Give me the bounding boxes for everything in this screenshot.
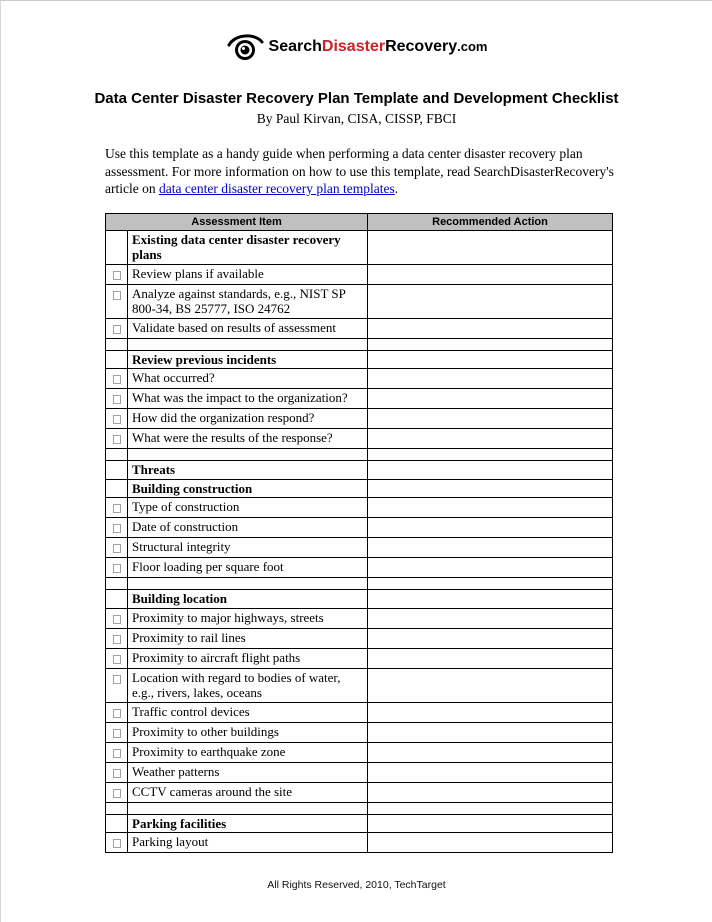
checklist-table-body: [106, 230, 613, 853]
checkbox-cell: [106, 409, 128, 429]
recommended-action-cell: [368, 648, 613, 668]
assessment-item-cell: Structural integrity: [128, 538, 368, 558]
recommended-action-cell: [368, 518, 613, 538]
header-row: [106, 213, 613, 230]
checkbox-cell: [106, 389, 128, 409]
checkbox-cell: [106, 461, 128, 480]
checkbox-icon: [113, 635, 121, 644]
checklist-row: [106, 498, 613, 518]
checklist-table-head: [106, 213, 613, 230]
assessment-item-cell: How did the organization respond?: [128, 409, 368, 429]
recommended-action-cell: [368, 702, 613, 722]
checkbox-cell: [106, 518, 128, 538]
assessment-item-cell: Weather patterns: [128, 762, 368, 782]
assessment-item-cell: Date of construction: [128, 518, 368, 538]
assessment-item-cell: Parking layout: [128, 833, 368, 853]
checkbox-icon: [113, 615, 121, 624]
eye-icon: [226, 32, 264, 62]
recommended-action-cell: [368, 742, 613, 762]
recommended-action-cell: [368, 479, 613, 498]
assessment-item-cell: Proximity to earthquake zone: [128, 742, 368, 762]
checkbox-cell: [106, 230, 128, 264]
checkbox-icon: [113, 749, 121, 758]
recommended-action-cell: [368, 814, 613, 833]
assessment-item-cell: What were the results of the response?: [128, 429, 368, 449]
checklist-row: [106, 702, 613, 722]
checkbox-icon: [113, 435, 121, 444]
assessment-item-header: Assessment Item: [106, 213, 368, 230]
assessment-item-cell: What occurred?: [128, 369, 368, 389]
recommended-action-cell: [368, 833, 613, 853]
spacer-row: [106, 338, 613, 350]
assessment-item-cell: Floor loading per square foot: [128, 558, 368, 578]
checklist-row: [106, 389, 613, 409]
assessment-item-cell: Review plans if available: [128, 264, 368, 284]
checklist-row: [106, 833, 613, 853]
checkbox-cell: [106, 628, 128, 648]
recommended-action-cell: [368, 389, 613, 409]
assessment-item-cell: Traffic control devices: [128, 702, 368, 722]
checklist-row: [106, 284, 613, 318]
checkbox-icon: [113, 325, 121, 334]
section-row: [106, 590, 613, 609]
recommended-action-cell: [368, 461, 613, 480]
recommended-action-cell: [368, 538, 613, 558]
checkbox-cell: [106, 722, 128, 742]
recommended-action-cell: [368, 264, 613, 284]
assessment-item-cell: Building construction: [128, 479, 368, 498]
checkbox-cell: [106, 742, 128, 762]
checkbox-icon: [113, 544, 121, 553]
checkbox-cell: [106, 833, 128, 853]
recommended-action-cell: [368, 558, 613, 578]
article-link[interactable]: data center disaster recovery plan templates: [158, 181, 395, 196]
recommended-action-cell: [368, 762, 613, 782]
assessment-item-cell: Location with regard to bodies of water, e.g., rivers, lakes, oceans: [128, 668, 368, 702]
recommended-action-header: Recommended Action: [368, 213, 613, 230]
checkbox-cell: [106, 814, 128, 833]
checklist-row: [106, 538, 613, 558]
assessment-item-cell: What was the impact to the organization?: [128, 389, 368, 409]
checklist-row: [106, 409, 613, 429]
checklist-row: [106, 782, 613, 802]
checklist-row: [106, 429, 613, 449]
assessment-item-cell: [128, 578, 368, 590]
checkbox-icon: [113, 271, 121, 280]
checkbox-cell: [106, 590, 128, 609]
section-row: [106, 461, 613, 480]
section-row: [106, 230, 613, 264]
checkbox-cell: [106, 558, 128, 578]
spacer-row: [106, 578, 613, 590]
footer-copyright: All Rights Reserved, 2010, TechTarget: [267, 879, 446, 891]
checklist-row: [106, 518, 613, 538]
checklist-row: [106, 264, 613, 284]
checklist-row: [106, 558, 613, 578]
recommended-action-cell: [368, 782, 613, 802]
checkbox-cell: [106, 802, 128, 814]
assessment-item-cell: [128, 338, 368, 350]
checkbox-icon: [113, 839, 121, 848]
logo-recovery-text: Recovery: [385, 38, 458, 55]
checkbox-cell: [106, 782, 128, 802]
assessment-item-cell: Analyze against standards, e.g., NIST SP 800-34, BS 25777, ISO 24762: [128, 284, 368, 318]
checkbox-icon: [113, 524, 121, 533]
checkbox-icon: [113, 375, 121, 384]
checkbox-icon: [113, 291, 121, 300]
assessment-item-cell: [128, 449, 368, 461]
checklist-row: [106, 742, 613, 762]
recommended-action-cell: [368, 578, 613, 590]
intro-text-end: .: [394, 181, 399, 196]
checklist-row: [106, 668, 613, 702]
recommended-action-cell: [368, 369, 613, 389]
checkbox-cell: [106, 264, 128, 284]
page-title: Data Center Disaster Recovery Plan Template and Development Checklist: [94, 90, 619, 107]
checkbox-icon: [113, 655, 121, 664]
logo-search-text: Search: [268, 38, 322, 55]
recommended-action-cell: [368, 230, 613, 264]
assessment-item-cell: Proximity to other buildings: [128, 722, 368, 742]
checkbox-icon: [113, 709, 121, 718]
recommended-action-cell: [368, 318, 613, 338]
assessment-item-cell: Type of construction: [128, 498, 368, 518]
checkbox-cell: [106, 762, 128, 782]
checkbox-cell: [106, 702, 128, 722]
assessment-item-cell: [128, 802, 368, 814]
checkbox-cell: [106, 350, 128, 369]
site-logo: [1, 27, 712, 67]
checkbox-icon: [113, 769, 121, 778]
checkbox-cell: [106, 668, 128, 702]
assessment-item-cell: Threats: [128, 461, 368, 480]
checklist-row: [106, 648, 613, 668]
checkbox-icon: [113, 564, 121, 573]
assessment-item-cell: Proximity to major highways, streets: [128, 608, 368, 628]
checklist-row: [106, 608, 613, 628]
checkbox-cell: [106, 648, 128, 668]
spacer-row: [106, 802, 613, 814]
recommended-action-cell: [368, 338, 613, 350]
logo-disaster-text: Disaster: [321, 38, 386, 55]
recommended-action-cell: [368, 284, 613, 318]
checklist-row: [106, 722, 613, 742]
intro-paragraph: [105, 145, 621, 198]
section-row: [106, 479, 613, 498]
recommended-action-cell: [368, 429, 613, 449]
checklist-row: [106, 762, 613, 782]
spacer-row: [106, 449, 613, 461]
assessment-item-cell: Validate based on results of assessment: [128, 318, 368, 338]
checkbox-cell: [106, 284, 128, 318]
recommended-action-cell: [368, 668, 613, 702]
assessment-item-cell: Proximity to rail lines: [128, 628, 368, 648]
assessment-item-cell: CCTV cameras around the site: [128, 782, 368, 802]
section-row: [106, 350, 613, 369]
checkbox-icon: [113, 675, 121, 684]
assessment-item-cell: Review previous incidents: [128, 350, 368, 369]
checkbox-icon: [113, 395, 121, 404]
intro-text: Use this template as a handy guide when performing a data center disaster recovery plan assessment. For more information on how to use this template, read SearchDisasterRecovery's article on: [105, 146, 614, 196]
checkbox-cell: [106, 338, 128, 350]
checkbox-cell: [106, 318, 128, 338]
checkbox-icon: [113, 729, 121, 738]
recommended-action-cell: [368, 498, 613, 518]
checklist-row: [106, 318, 613, 338]
recommended-action-cell: [368, 628, 613, 648]
checkbox-icon: [113, 415, 121, 424]
checklist-row: [106, 369, 613, 389]
checkbox-cell: [106, 449, 128, 461]
recommended-action-cell: [368, 350, 613, 369]
checkbox-icon: [113, 789, 121, 798]
checklist-table: [105, 213, 613, 854]
recommended-action-cell: [368, 608, 613, 628]
recommended-action-cell: [368, 802, 613, 814]
assessment-item-cell: Parking facilities: [128, 814, 368, 833]
byline: By Paul Kirvan, CISA, CISSP, FBCI: [256, 111, 457, 126]
logo-com-text: .com: [457, 39, 488, 54]
assessment-item-cell: Building location: [128, 590, 368, 609]
assessment-item-cell: Proximity to aircraft flight paths: [128, 648, 368, 668]
logo-wordmark: [269, 38, 488, 56]
checkbox-cell: [106, 498, 128, 518]
checklist-row: [106, 628, 613, 648]
checkbox-cell: [106, 608, 128, 628]
recommended-action-cell: [368, 449, 613, 461]
section-row: [106, 814, 613, 833]
recommended-action-cell: [368, 409, 613, 429]
checkbox-cell: [106, 479, 128, 498]
recommended-action-cell: [368, 722, 613, 742]
recommended-action-cell: [368, 590, 613, 609]
checkbox-cell: [106, 578, 128, 590]
assessment-item-cell: Existing data center disaster recovery plans: [128, 230, 368, 264]
checkbox-cell: [106, 429, 128, 449]
checkbox-icon: [113, 504, 121, 513]
checkbox-cell: [106, 369, 128, 389]
checkbox-cell: [106, 538, 128, 558]
